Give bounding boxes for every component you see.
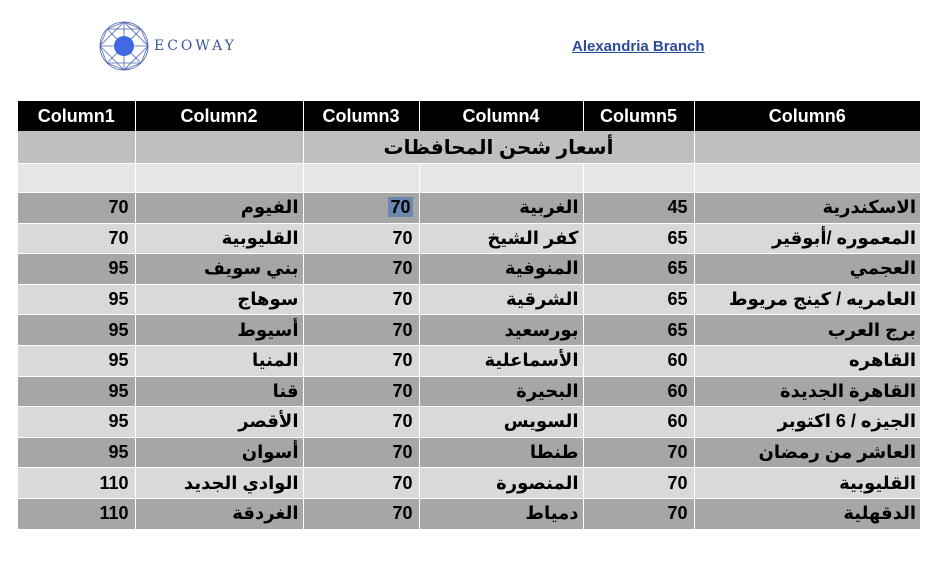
table-cell[interactable]: الدقهلية — [694, 498, 920, 529]
table-title[interactable]: أسعار شحن المحافظات — [303, 131, 694, 164]
table-cell[interactable]: أسوان — [135, 437, 303, 468]
ecoway-logo — [96, 18, 237, 74]
table-cell[interactable]: سوهاج — [135, 284, 303, 315]
table-cell[interactable]: بني سويف — [135, 254, 303, 285]
table-cell[interactable] — [583, 164, 694, 193]
column-header[interactable]: Column6 — [694, 101, 920, 131]
table-cell[interactable]: بورسعيد — [419, 315, 583, 346]
table-row — [18, 498, 920, 529]
table-cell[interactable]: 70 — [583, 437, 694, 468]
table-cell[interactable]: 70 — [303, 407, 419, 438]
table-cell[interactable]: كفر الشيخ — [419, 223, 583, 254]
table-cell[interactable]: قنا — [135, 376, 303, 407]
table-cell[interactable]: 70 — [303, 468, 419, 499]
table-cell[interactable]: 70 — [303, 223, 419, 254]
table-cell[interactable]: 60 — [583, 407, 694, 438]
table-cell[interactable]: دمياط — [419, 498, 583, 529]
table-cell[interactable]: القليوبية — [694, 468, 920, 499]
table-row — [18, 193, 920, 224]
logo-text: ECOWAY — [154, 38, 237, 54]
table-cell[interactable]: 65 — [583, 254, 694, 285]
table-cell[interactable]: الغربية — [419, 193, 583, 224]
shipping-prices-table — [18, 101, 920, 530]
table-cell[interactable]: العامريه / كينج مريوط — [694, 284, 920, 315]
table-cell[interactable] — [303, 193, 419, 224]
column-header[interactable]: Column1 — [18, 101, 135, 131]
column-header[interactable]: Column2 — [135, 101, 303, 131]
table-row — [18, 376, 920, 407]
table-cell[interactable]: 70 — [303, 498, 419, 529]
table-cell[interactable]: 70 — [583, 498, 694, 529]
table-cell[interactable]: 95 — [18, 407, 135, 438]
table-cell[interactable]: 70 — [583, 468, 694, 499]
table-cell[interactable]: القاهرة الجديدة — [694, 376, 920, 407]
table-cell[interactable]: 70 — [303, 254, 419, 285]
table-cell[interactable]: المنوفية — [419, 254, 583, 285]
table-row — [18, 437, 920, 468]
table-row — [18, 345, 920, 376]
table-row — [18, 284, 920, 315]
table-cell[interactable]: الأقصر — [135, 407, 303, 438]
table-cell[interactable]: الشرقية — [419, 284, 583, 315]
table-cell[interactable] — [18, 131, 135, 164]
column-header[interactable]: Column5 — [583, 101, 694, 131]
table-cell[interactable] — [694, 131, 920, 164]
table-title-row — [18, 131, 920, 164]
table-cell[interactable]: طنطا — [419, 437, 583, 468]
table-cell[interactable]: الفيوم — [135, 193, 303, 224]
table-cell[interactable] — [694, 164, 920, 193]
table-cell[interactable]: البحيرة — [419, 376, 583, 407]
table-cell[interactable]: الأسماعلية — [419, 345, 583, 376]
table-cell[interactable]: 95 — [18, 254, 135, 285]
table-cell[interactable]: 95 — [18, 345, 135, 376]
table-cell[interactable]: القليوبية — [135, 223, 303, 254]
table-cell[interactable]: 60 — [583, 376, 694, 407]
logo-globe-icon — [96, 18, 152, 74]
table-cell[interactable] — [303, 164, 419, 193]
table-cell[interactable]: الغردقة — [135, 498, 303, 529]
table-row — [18, 223, 920, 254]
table-cell[interactable]: 95 — [18, 284, 135, 315]
table-cell[interactable]: 70 — [303, 284, 419, 315]
table-row — [18, 407, 920, 438]
table-row — [18, 315, 920, 346]
table-cell[interactable]: العجمي — [694, 254, 920, 285]
table-cell[interactable]: 70 — [303, 315, 419, 346]
table-cell[interactable] — [135, 164, 303, 193]
table-cell[interactable]: القاهره — [694, 345, 920, 376]
table-cell[interactable]: الاسكندرية — [694, 193, 920, 224]
table-row — [18, 468, 920, 499]
table-cell[interactable]: 70 — [303, 345, 419, 376]
table-blank-row — [18, 164, 920, 193]
table-cell[interactable]: 70 — [18, 193, 135, 224]
table-cell[interactable]: الجيزه / 6 اكتوبر — [694, 407, 920, 438]
table-cell[interactable]: 95 — [18, 376, 135, 407]
table-cell[interactable] — [18, 164, 135, 193]
table-cell[interactable]: 70 — [18, 223, 135, 254]
table-cell[interactable]: 65 — [583, 315, 694, 346]
column-header[interactable]: Column3 — [303, 101, 419, 131]
table-cell[interactable]: أسيوط — [135, 315, 303, 346]
table-row — [18, 254, 920, 285]
table-cell[interactable]: الوادي الجديد — [135, 468, 303, 499]
table-cell[interactable]: 60 — [583, 345, 694, 376]
table-cell[interactable]: المنيا — [135, 345, 303, 376]
table-cell[interactable]: 45 — [583, 193, 694, 224]
table-cell[interactable]: المنصورة — [419, 468, 583, 499]
table-cell[interactable] — [135, 131, 303, 164]
table-cell[interactable]: 70 — [303, 437, 419, 468]
table-cell[interactable]: 65 — [583, 223, 694, 254]
table-cell[interactable]: 110 — [18, 468, 135, 499]
table-cell[interactable]: العاشر من رمضان — [694, 437, 920, 468]
table-header-row — [18, 101, 920, 131]
table-cell[interactable]: برج العرب — [694, 315, 920, 346]
table-cell[interactable] — [419, 164, 583, 193]
table-cell[interactable]: المعموره /أبوقير — [694, 223, 920, 254]
table-cell[interactable]: 110 — [18, 498, 135, 529]
table-cell[interactable]: 95 — [18, 437, 135, 468]
branch-link[interactable]: Alexandria Branch — [572, 38, 705, 55]
selected-cell-value: 70 — [390, 197, 411, 218]
table-cell[interactable]: 65 — [583, 284, 694, 315]
table-cell[interactable]: السويس — [419, 407, 583, 438]
table-cell[interactable]: 70 — [303, 376, 419, 407]
table-cell[interactable]: 95 — [18, 315, 135, 346]
column-header[interactable]: Column4 — [419, 101, 583, 131]
